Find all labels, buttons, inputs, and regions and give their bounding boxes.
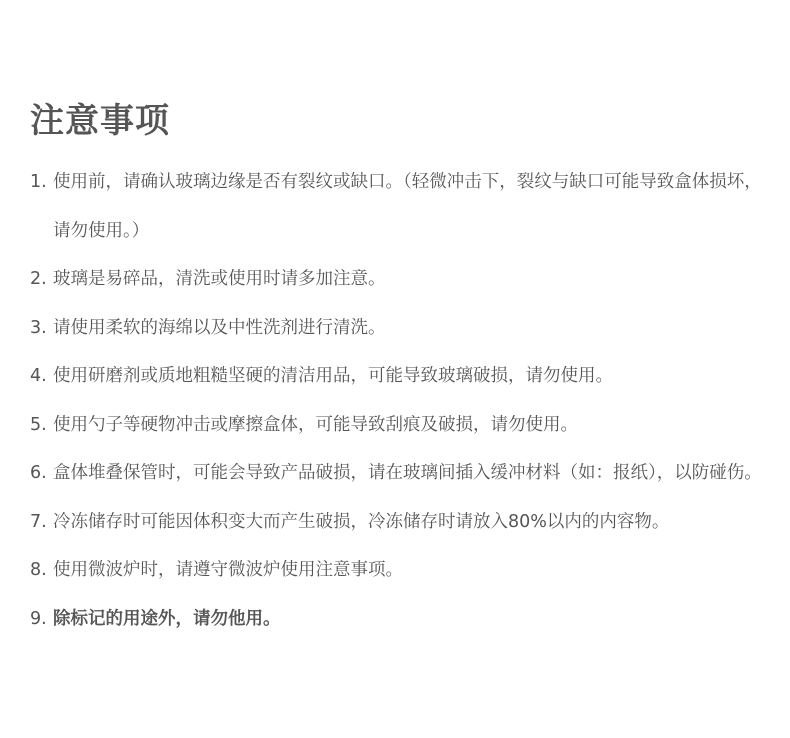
list-item xyxy=(30,595,770,644)
page-title: 注意事项 xyxy=(30,100,170,141)
item-text: 使用勺子等硬物冲击或摩擦盒体，可能导致刮痕及破损，请勿使用。 xyxy=(53,414,578,435)
list-item xyxy=(30,158,770,255)
item-text: 玻璃是易碎品，清洗或使用时请多加注意。 xyxy=(53,269,386,289)
item-number: 6. xyxy=(30,463,47,483)
item-text: 盒体堆叠保管时，可能会导致产品破损，请在玻璃间插入缓冲材料（如：报纸），以防碰伤。 xyxy=(53,463,762,483)
item-text: 使用研磨剂或质地粗糙坚硬的清洁用品，可能导致玻璃破损，请勿使用。 xyxy=(53,366,613,386)
list-item xyxy=(30,401,770,450)
item-number: 3. xyxy=(30,317,47,338)
item-text: 冷冻储存时可能因体积变大而产生破损，冷冻储存时请放入80%以内的内容物。 xyxy=(53,511,670,532)
item-text: 请使用柔软的海绵以及中性洗剂进行清洗。 xyxy=(53,317,386,338)
item-number: 2. xyxy=(30,269,47,289)
item-number: 5. xyxy=(30,414,47,435)
item-number: 8. xyxy=(30,560,47,580)
item-text: 使用前，请确认玻璃边缘是否有裂纹或缺口。（轻微冲击下，裂纹与缺口可能导致盒体损坏，请勿使用。） xyxy=(53,172,762,241)
item-number: 7. xyxy=(30,511,47,532)
list-item xyxy=(30,498,770,547)
list-item xyxy=(30,255,770,304)
item-number: 4. xyxy=(30,366,47,386)
item-text: 使用微波炉时，请遵守微波炉使用注意事项。 xyxy=(53,560,403,580)
list-item xyxy=(30,352,770,401)
item-number: 1. xyxy=(30,172,47,192)
list-item xyxy=(30,449,770,498)
item-text: 除标记的用途外，请勿他用。 xyxy=(53,608,281,629)
list-item xyxy=(30,546,770,595)
list-item xyxy=(30,304,770,353)
notes-list xyxy=(30,158,770,643)
item-number: 9. xyxy=(30,608,47,629)
